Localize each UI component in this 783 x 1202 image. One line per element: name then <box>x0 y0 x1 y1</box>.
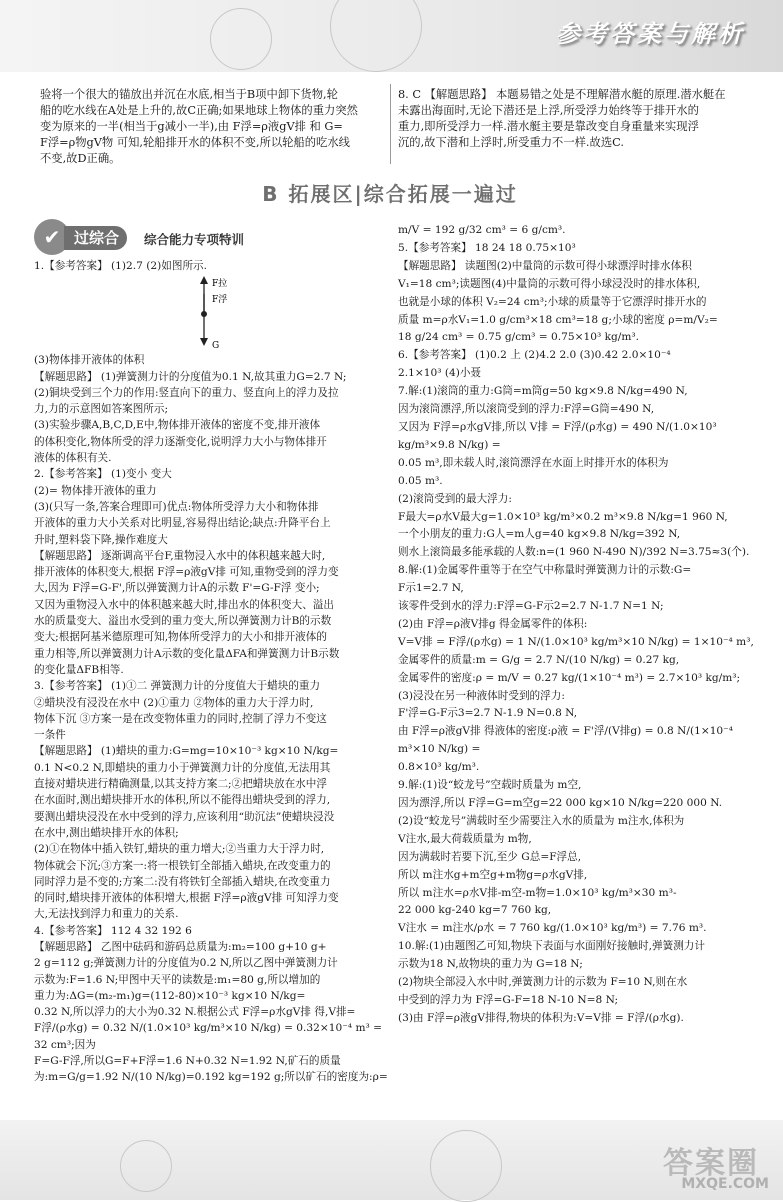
header-title: 参考答案与解析 <box>556 20 745 48</box>
text-line: 中受到的浮力为 F浮=G-F=18 N-10 N=8 N; <box>398 993 619 1006</box>
text-line: (2)铜块受到三个力的作用:竖直向下的重力、竖直向上的浮力及拉 <box>34 386 339 399</box>
text-line: 重力为:ΔG=(m₂-m₁)g=(112-80)×10⁻³ kg×10 N/kg= <box>34 989 306 1002</box>
text-line: 的同时,蜡块排开液体的体积增大,根据 F浮=ρ液gV排 可知浮力变 <box>34 892 339 905</box>
text-line: 物体就会下沉;③方案一:将一根铁钉全部插入蜡块,在改变重力的 <box>34 859 331 872</box>
text-line: 重力相等,所以弹簧测力计A示数的变化量ΔFA和弹簧测力计B示数 <box>34 647 340 660</box>
text-line: F浮=ρ物gV物 可知,轮船排开水的体积不变,所以轮船的吃水线 <box>40 136 350 150</box>
text-line: 3.【参考答案】 (1)①二 弹簧测力计的分度值大于蜡块的重力 <box>34 680 321 693</box>
text-line: F=G-F浮,所以G=F+F浮=1.6 N+0.32 N=1.92 N,矿石的质量 <box>34 1055 341 1068</box>
text-line: 升时,塑料袋下降,操作难度大 <box>34 533 168 546</box>
text-line: V=V排 = F浮/(ρ水g) = 1 N/(1.0×10³ kg/m³×10 N/kg) = 1×10⁻⁴ m³, <box>398 635 754 648</box>
text-line: 沉的,故下潜和上浮时,所受重力不一样.故选C. <box>398 136 624 150</box>
text-line: 船的吃水线在A处是上升的,故C正确;如果地球上物体的重力突然 <box>40 104 358 118</box>
text-line: 的变化量ΔFB相等. <box>34 663 124 676</box>
text-line: 力,力的示意图如答案图所示; <box>34 403 169 416</box>
banner-label: 过综合 <box>64 226 127 250</box>
text-line: 液体的体积有关. <box>34 452 112 465</box>
column-divider <box>390 84 391 164</box>
text-line: 9.解:(1)设“蛟龙号”空载时质量为 m空, <box>398 779 582 792</box>
tension-arrowhead <box>200 276 208 284</box>
text-line: 质量 m=ρ水V₁=1.0 g/cm³×18 cm³=18 g;小球的密度 ρ=m/V₂= <box>398 313 718 326</box>
text-line: 所以 m注水g+m空g+m物g=ρ水gV排, <box>398 868 588 881</box>
text-line: 一条件 <box>34 729 66 742</box>
text-line: 2 g=112 g;弹簧测力计的分度值为0.2 N,所以乙图中弹簧测力计 <box>34 957 338 970</box>
text-line: 8. C 【解题思路】 本题易错之处是不理解潜水艇的原理.潜水艇在 <box>398 88 726 101</box>
text-line: 大,无法找到浮力和重力的关系. <box>34 908 179 921</box>
right-answer-column <box>398 222 754 1028</box>
text-line: F'浮=G-F示3=2.7 N-1.9 N=0.8 N, <box>398 707 578 720</box>
text-line: V₁=18 cm³;读题图(4)中量筒的示数可得小球浸没时的排水体积, <box>398 277 701 290</box>
text-line: 0.8×10³ kg/m³. <box>398 761 480 774</box>
text-line: 又因为 F浮=ρ水gV排,所以 V排 = F浮/(ρ水g) = 490 N/(1.0×10³ kg/m³×9.8 N/kg) = <box>398 420 717 451</box>
text-line: (2)物块全部浸入水中时,弹簧测力计的示数为 F=10 N,则在水 <box>398 976 688 989</box>
text-line: 大,因为 F浮=G-F',所以弹簧测力计A的示数 F'=G-F浮 变小; <box>34 582 320 595</box>
text-line: 1.【参考答案】 (1)2.7 (2)如图所示. <box>34 260 208 272</box>
text-line: (3)实验步骤A,B,C,D,E中,物体排开液体的密度不变,排开液体 <box>34 419 321 432</box>
text-line: V注水,最大荷载质量为 m物, <box>398 832 532 845</box>
text-line: 的体积变化,物体所受的浮力逐渐变化,说明浮力大小与物体排开 <box>34 435 327 448</box>
text-line: 因为满载时若要下沉,至少 G总=F浮总, <box>398 850 582 863</box>
text-line: (2)由 F浮=ρ液V排g 得金属零件的体积: <box>398 617 588 630</box>
text-line: (2)滚筒受到的最大浮力: <box>398 492 512 505</box>
label-buoyancy: F浮 <box>212 295 228 305</box>
text-line: (2)①在物体中插入铁钉,蜡块的重力增大;②当重力大于浮力时, <box>34 843 325 856</box>
text-line: ②蜡块没有浸没在水中 (2)①重力 ②物体的重力大于浮力时, <box>34 696 314 709</box>
text-line: 【解题思路】 逐渐调高平台F,重物浸入水中的体积越来越大时, <box>34 549 326 562</box>
text-line: 0.05 m³,即未载人时,滚筒漂浮在水面上时排开水的体积为 <box>398 456 669 469</box>
text-line: 则水上滚筒最多能承载的人数:n=(1 960 N-490 N)/392 N=3.75≈3(个). <box>398 546 750 559</box>
text-line: 在水中,测出蜡块排开水的体积; <box>34 826 179 839</box>
text-line: 要测出蜡块浸没在水中受到的浮力,应该利用“助沉法”使蜡块浸没 <box>34 810 335 823</box>
text-line: 金属零件的质量:m = G/g = 2.7 N/(10 N/kg) = 0.27 kg, <box>398 653 680 666</box>
text-line: 也就是小球的体积 V₂=24 cm³;小球的质量等于它漂浮时排开水的 <box>398 295 707 308</box>
text-line: 0.05 m³. <box>398 474 443 487</box>
text-line: F浮/(ρ水g) = 0.32 N/(1.0×10³ kg/m³×10 N/kg) = 0.32×10⁻⁴ m³ = 32 cm³;因为 <box>34 1022 382 1051</box>
top-left-block <box>40 87 380 167</box>
decorative-circle <box>330 0 422 72</box>
text-line: 【解题思路】 (1)弹簧测力计的分度值为0.1 N,故其重力G=2.7 N; <box>34 370 347 383</box>
text-line: 7.解:(1)滚筒的重力:G筒=m筒g=50 kg×9.8 N/kg=490 N, <box>398 385 688 398</box>
banner-subtitle: 综合能力专项特训 <box>144 232 245 247</box>
text-line: 0.32 N,所以浮力的大小为0.32 N.根据公式 F浮=ρ水gV排 得,V排= <box>34 1006 356 1019</box>
text-line: 【解题思路】 (1)蜡块的重力:G=mg=10×10⁻³ kg×10 N/kg= <box>34 745 339 758</box>
object-point <box>201 311 207 317</box>
text-line: (3)(只写一条,答案合理即可)优点:物体所受浮力大小和物体排 <box>34 500 319 513</box>
text-line: 0.1 N<0.2 N,即蜡块的重力小于弹簧测力计的分度值,无法用其 <box>34 761 331 774</box>
text-line: 又因为重物浸入水中的体积越来越大时,排出水的体积变大、溢出 <box>34 598 334 611</box>
gravity-arrowhead <box>200 338 208 346</box>
text-line: 不变,故D正确。 <box>40 152 121 166</box>
text-line: 变为原来的一半(相当于g减小一半),由 F浮=ρ液gV排 和 G= <box>40 120 343 134</box>
text-line: 排开液体的体积变大,根据 F浮=ρ液gV排 可知,重物受到的浮力变 <box>34 566 339 579</box>
watermark-url: MXQE.COM <box>681 1176 769 1192</box>
text-line: (2)设“蛟龙号”满载时至少需要注入水的质量为 m注水,体积为 <box>398 814 685 827</box>
text-line: 金属零件的密度:ρ = m/V = 0.27 kg/(1×10⁻⁴ m³) = 2.7×10³ kg/m³; <box>398 671 741 684</box>
text-line: 所以 m注水=ρ水V排-m空-m物=1.0×10³ kg/m³×30 m³- <box>398 886 677 899</box>
text-line: F最大=ρ水V最大g=1.0×10³ kg/m³×0.2 m³×9.8 N/kg=1 960 N, <box>398 510 728 523</box>
text-line: 物体下沉 ③方案一是在改变物体重力的同时,控制了浮力不变这 <box>34 712 327 725</box>
section-title: B 拓展区|综合拓展一遍过 <box>262 182 518 206</box>
text-line: 22 000 kg-240 kg=7 760 kg, <box>398 904 552 917</box>
text-line: 【解题思路】 读题图(2)中量筒的示数可得小球漂浮时排水体积 <box>398 259 692 272</box>
text-line: 同时浮力是不变的;方案二:没有将铁钉全部插入蜡块,在改变重力 <box>34 875 331 888</box>
decorative-circle <box>120 1140 172 1192</box>
text-line: 因为漂浮,所以 F浮=G=m空g=22 000 kg×10 N/kg=220 000 N. <box>398 797 723 809</box>
text-line: 开液体的重力大小关系对比明显,容易得出结论;缺点:升降平台上 <box>34 517 331 530</box>
text-line: 示数为:F=1.6 N;甲图中天平的读数是:m₁=80 g,所以增加的 <box>34 973 321 986</box>
left-answer-column <box>34 258 390 1086</box>
text-line: (3)浸没在另一种液体时受到的浮力: <box>398 689 565 702</box>
text-line: (3)由 F浮=ρ液gV排得,物块的体积为:V=V排 = F浮/(ρ水g). <box>398 1011 684 1024</box>
text-line: V注水 = m注水/ρ水 = 7 760 kg/(1.0×10³ kg/m³) = 7.76 m³. <box>398 922 707 935</box>
text-line: 直接对蜡块进行精确测量,以其支持方案二;②把蜡块放在水中浮 <box>34 778 327 791</box>
text-line: 变大;根据阿基米德原理可知,物体所受浮力的大小和排开液体的 <box>34 631 327 644</box>
text-line: F示1=2.7 N, <box>398 582 464 595</box>
force-diagram <box>182 272 242 352</box>
top-right-block <box>398 87 754 151</box>
text-line: 验将一个很大的锚放出并沉在水底,相当于B项中卸下货物,轮 <box>40 88 338 101</box>
section-banner <box>34 219 260 255</box>
text-line: 10.解:(1)由题图乙可知,物块下表面与水面刚好接触时,弹簧测力计 <box>398 940 705 953</box>
text-line: 因为滚筒漂浮,所以滚筒受到的浮力:F浮=G筒=490 N, <box>398 403 655 416</box>
text-line: 5.【参考答案】 18 24 18 0.75×10³ <box>398 241 576 254</box>
text-line: 示数为18 N,故物块的重力为 G=18 N; <box>398 958 583 971</box>
text-line: 8.解:(1)金属零件重等于在空气中称量时弹簧测力计的示数:G= <box>398 564 692 577</box>
text-line: 由 F浮=ρ液gV排 得液体的密度:ρ液 = F'浮/(V排g) = 0.8 N/(1×10⁻⁴ m³×10 N/kg) = <box>398 725 734 756</box>
decorative-circle <box>210 8 272 70</box>
label-tension: F拉 <box>212 279 228 289</box>
text-line: 2.1×10³ (4)小聂 <box>398 367 482 380</box>
text-line: 重力,即所受浮力一样.潜水艇主要是靠改变自身重量来实现浮 <box>398 120 699 134</box>
text-line: 18 g/24 cm³ = 0.75 g/cm³ = 0.75×10³ kg/m³. <box>398 331 640 344</box>
decorative-circle <box>430 1130 502 1202</box>
check-icon: ✔ <box>34 219 70 255</box>
text-line: 在水面时,测出蜡块排开水的体积,所以不能得出蜡块受到的浮力, <box>34 794 331 807</box>
text-line: 2.【参考答案】 (1)变小 变大 <box>34 468 172 481</box>
text-line: 4.【参考答案】 112 4 32 192 6 <box>34 924 192 937</box>
page-header <box>0 0 783 72</box>
text-line: 6.【参考答案】 (1)0.2 上 (2)4.2 2.0 (3)0.42 2.0×10⁻⁴ <box>398 349 671 362</box>
text-line: (3)物体排开液体的体积 <box>34 354 145 367</box>
text-line: 水的质量变大、溢出水受到的重力变大,所以弹簧测力计B的示数 <box>34 615 332 628</box>
text-line: (2)= 物体排开液体的重力 <box>34 484 157 497</box>
text-line: 该零件受到水的浮力:F浮=G-F示2=2.7 N-1.7 N=1 N; <box>398 600 664 613</box>
text-line: 未露出海面时,无论下潜还是上浮,所受浮力始终等于排开水的 <box>398 104 699 118</box>
text-line: 一个小朋友的重力:G人=m人g=40 kg×9.8 N/kg=392 N, <box>398 528 681 541</box>
text-line: m/V = 192 g/32 cm³ = 6 g/cm³. <box>398 224 566 236</box>
text-line: 【解题思路】 乙图中砝码和游码总质量为:m₂=100 g+10 g+ <box>34 940 327 953</box>
text-line: 为:m=G/g=1.92 N/(10 N/kg)=0.192 kg=192 g;所以矿石的密度为:ρ= <box>34 1071 388 1084</box>
watermark-logo: 答案圈 <box>663 1146 759 1181</box>
label-gravity: G <box>212 341 220 351</box>
